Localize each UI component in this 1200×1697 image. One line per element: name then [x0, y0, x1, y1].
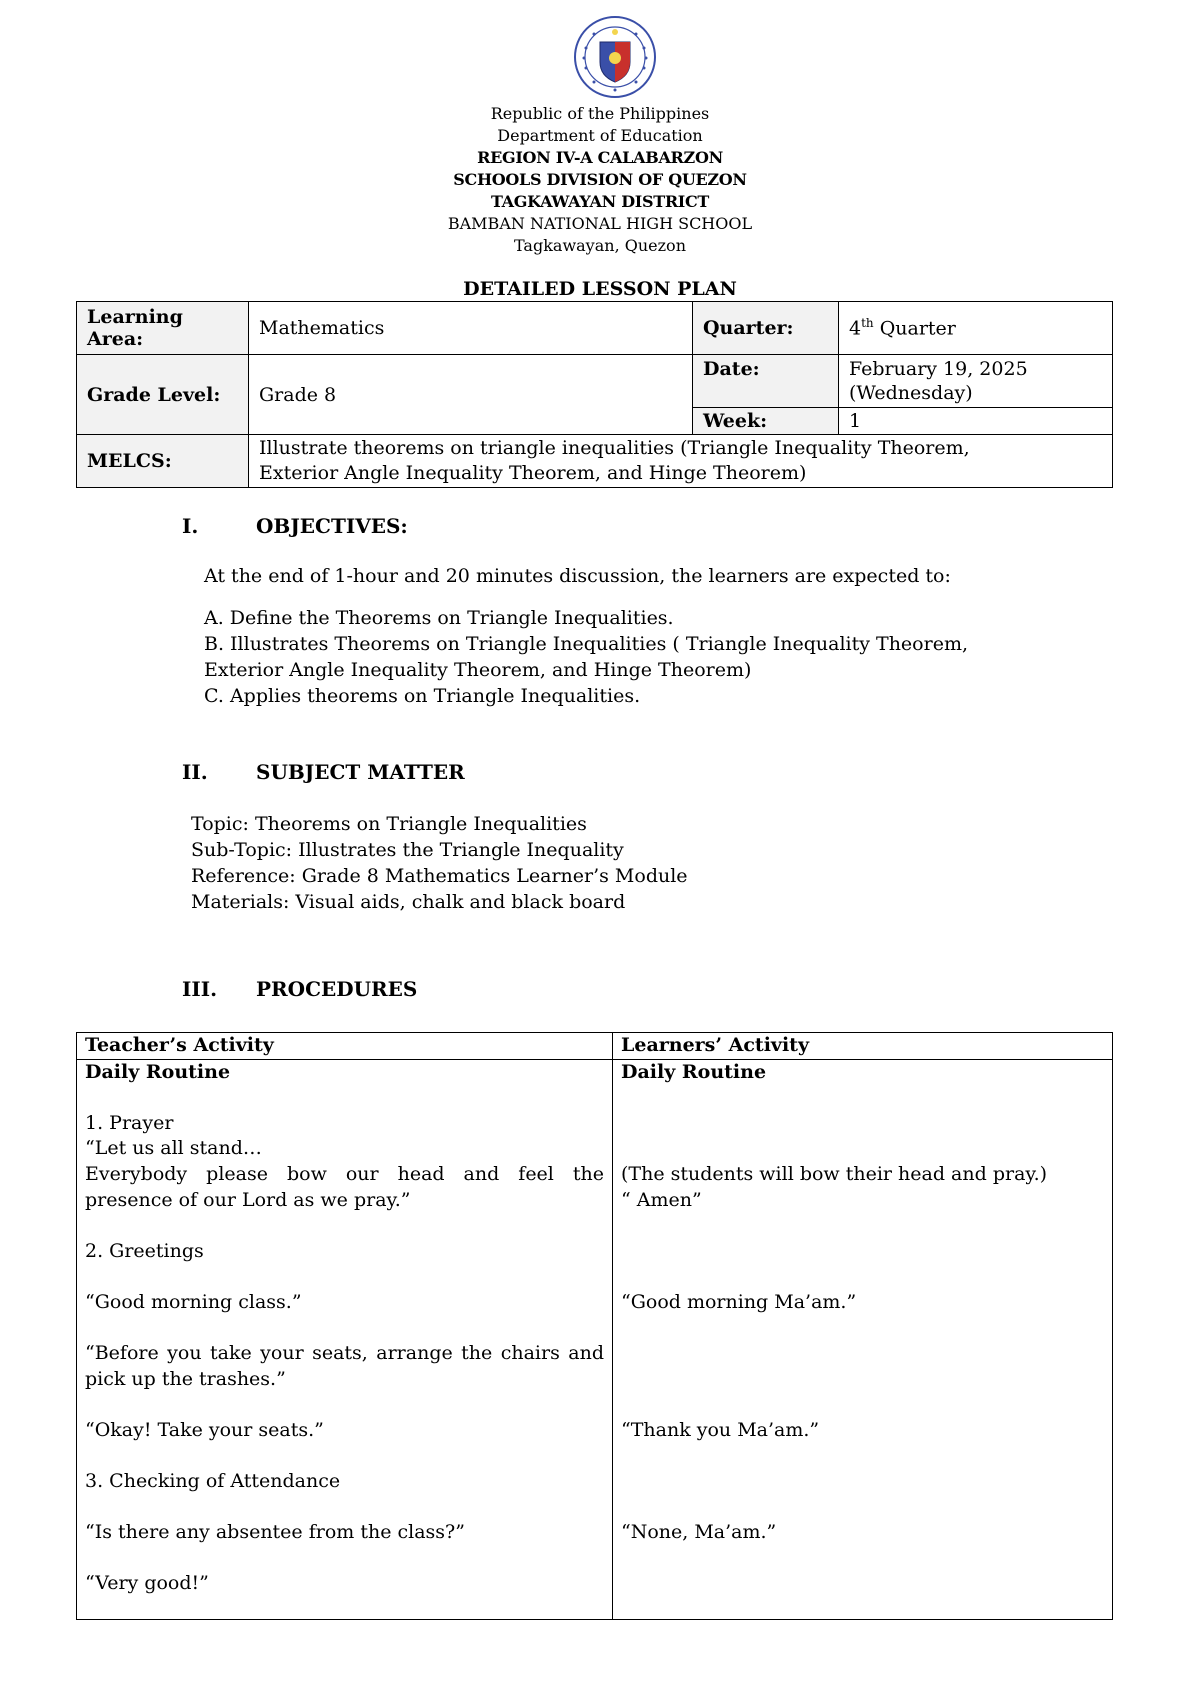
learning-area-label: Learning Area: [77, 302, 249, 355]
department-line: Department of Education [497, 126, 703, 145]
take-seats-line: “Okay! Take your seats.” [85, 1418, 324, 1441]
melcs-line-1: Illustrate theorems on triangle inequalities (Triangle Inequality Theorem, [259, 437, 970, 459]
week-value: 1 [839, 408, 1113, 435]
teacher-activity-cell [77, 1059, 613, 1619]
teacher-daily-routine: Daily Routine [85, 1060, 231, 1083]
procedures-table [76, 1032, 1113, 1620]
learner-daily-routine: Daily Routine [621, 1060, 767, 1083]
objectives-intro: At the end of 1-hour and 20 minutes discussion, the learners are expected to: [204, 565, 951, 587]
quarter-value: 4th Quarter [839, 302, 1113, 355]
objectives-heading: I. OBJECTIVES: [182, 514, 408, 538]
grade-level-value: Grade 8 [249, 355, 693, 435]
reference-line: Reference: Grade 8 Mathematics Learner’s Module [191, 865, 688, 887]
grade-level-label: Grade Level: [77, 355, 249, 435]
learner-activity-cell [613, 1059, 1113, 1619]
school-line: BAMBAN NATIONAL HIGH SCHOOL [447, 214, 753, 233]
amen-line: “ Amen” [621, 1188, 702, 1211]
greetings-item: 2. Greetings [85, 1239, 204, 1262]
melcs-value [249, 435, 1113, 488]
learning-area-value: Mathematics [249, 302, 693, 355]
thank-you-maam: “Thank you Ma’am.” [621, 1418, 820, 1441]
objectives-list [204, 605, 968, 709]
republic-line: Republic of the Philippines [490, 104, 710, 123]
prayer-item: 1. Prayer [85, 1111, 174, 1134]
day-text: (Wednesday) [849, 382, 973, 404]
melcs-line-2: Exterior Angle Inequality Theorem, and Hinge Theorem) [259, 462, 807, 484]
subtopic-line: Sub-Topic: Illustrates the Triangle Inequality [191, 839, 624, 861]
good-morning-class: “Good morning class.” [85, 1290, 302, 1313]
quarter-label: Quarter: [693, 302, 839, 355]
objective-b-line-1: B. Illustrates Theorems on Triangle Inequalities ( Triangle Inequality Theorem, [204, 633, 968, 655]
objective-b-line-2: Exterior Angle Inequality Theorem, and Hinge Theorem) [204, 659, 752, 681]
date-value [839, 355, 1113, 408]
learner-activity-header: Learners’ Activity [613, 1033, 1113, 1060]
procedures-heading: III. PROCEDURES [182, 977, 418, 1001]
division-line: SCHOOLS DIVISION OF QUEZON [453, 170, 747, 189]
date-label: Date: [693, 355, 839, 408]
date-text: February 19, 2025 [849, 358, 1028, 380]
arrange-chairs-line: “Before you take your seats, arrange the chairs and pick up the trashes.” [85, 1342, 604, 1390]
students-pray-line: (The students will bow their head and pray.) [621, 1162, 1048, 1185]
melcs-label: MELCS: [77, 435, 249, 488]
materials-line: Materials: Visual aids, chalk and black board [191, 891, 626, 913]
week-label: Week: [693, 408, 839, 435]
none-maam: “None, Ma’am.” [621, 1521, 777, 1544]
address-line: Tagkawayan, Quezon [514, 236, 686, 255]
topic-line: Topic: Theorems on Triangle Inequalities [191, 813, 587, 835]
objective-a: A. Define the Theorems on Triangle Inequalities. [204, 607, 674, 629]
district-line: TAGKAWAYAN DISTRICT [490, 192, 710, 211]
absentee-question: “Is there any absentee from the class?” [85, 1521, 465, 1544]
document-title: DETAILED LESSON PLAN [463, 278, 737, 300]
subject-matter-details [191, 811, 688, 915]
stand-line: “Let us all stand… [85, 1137, 262, 1160]
region-line: REGION IV-A CALABARZON [477, 148, 723, 167]
subject-matter-heading: II. SUBJECT MATTER [182, 760, 465, 784]
teacher-activity-header: Teacher’s Activity [77, 1033, 613, 1060]
attendance-item: 3. Checking of Attendance [85, 1470, 341, 1493]
objective-c: C. Applies theorems on Triangle Inequalities. [204, 685, 641, 707]
letterhead [0, 103, 1200, 257]
bow-line: Everybody please bow our head and feel the presence of our Lord as we pray.” [85, 1162, 604, 1211]
good-morning-maam: “Good morning Ma’am.” [621, 1290, 857, 1313]
deped-seal-logo [572, 14, 658, 100]
very-good-line: “Very good!” [85, 1572, 209, 1595]
lesson-info-table [76, 301, 1113, 488]
